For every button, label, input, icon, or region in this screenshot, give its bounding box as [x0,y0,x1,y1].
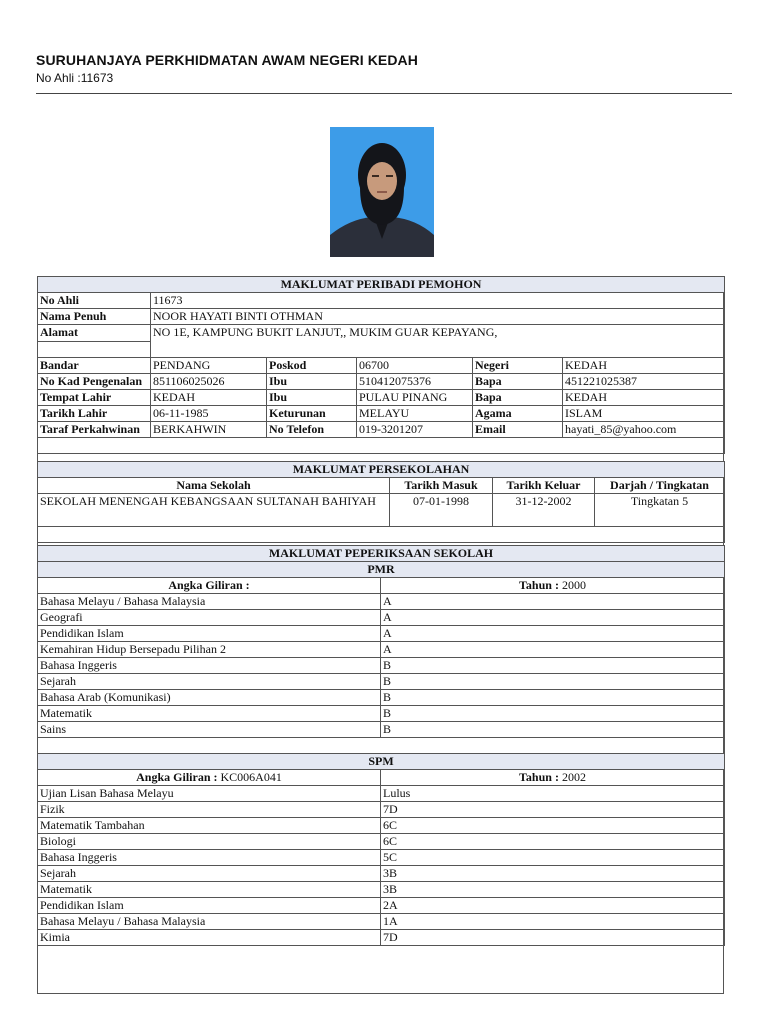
pmr-subject-row [38,610,725,626]
pmr-subject-name: Matematik [38,706,381,722]
exam-table [37,545,725,946]
pmr-subject-grade: B [381,674,725,690]
applicant-photo [330,127,434,257]
pmr-subject-row [38,674,725,690]
negeri-label: Negeri [473,358,563,374]
tarikh-lahir-label: Tarikh Lahir [38,406,151,422]
nama-label: Nama Penuh [38,309,151,325]
pmr-subject-name: Bahasa Arab (Komunikasi) [38,690,381,706]
spm-subject-grade: 3B [381,866,725,882]
spacer-row [38,527,725,543]
email-value: hayati_85@yahoo.com [563,422,725,438]
tarikh-lahir-value: 06-11-1985 [151,406,267,422]
pmr-subject-name: Sains [38,722,381,738]
no-ahli-label: No Ahli [38,293,151,309]
bapa-negeri-label: Bapa [473,390,563,406]
spm-subject-row [38,930,725,946]
spacer-row [38,438,725,454]
spm-subject-name: Sejarah [38,866,381,882]
pmr-subject-row [38,626,725,642]
bapa-kp-label: Bapa [473,374,563,390]
spm-subject-name: Kimia [38,930,381,946]
personal-info-table [37,276,725,454]
spm-subject-row [38,818,725,834]
spm-angka-giliran: Angka Giliran : KC006A041 [38,770,381,786]
pmr-subject-grade: A [381,642,725,658]
application-form [37,276,724,994]
kp-label: No Kad Pengenalan [38,374,151,390]
pmr-subject-grade: B [381,722,725,738]
poskod-label: Poskod [267,358,357,374]
school-tingkatan: Tingkatan 5 [595,494,725,527]
pmr-subject-name: Geografi [38,610,381,626]
school-header-tingkatan: Darjah / Tingkatan [595,478,725,494]
spm-subject-row [38,850,725,866]
pmr-subject-grade: B [381,706,725,722]
taraf-value: BERKAHWIN [151,422,267,438]
pmr-angka-giliran: Angka Giliran : [38,578,381,594]
spm-subject-grade: 2A [381,898,725,914]
pmr-subject-name: Bahasa Melayu / Bahasa Malaysia [38,594,381,610]
poskod-value: 06700 [357,358,473,374]
taraf-label: Taraf Perkahwinan [38,422,151,438]
bandar-value: PENDANG [151,358,267,374]
pmr-subject-name: Bahasa Inggeris [38,658,381,674]
spm-title: SPM [38,754,725,770]
email-label: Email [473,422,563,438]
document-header [36,52,732,85]
spm-subject-grade: 5C [381,850,725,866]
pmr-tahun: Tahun : 2000 [381,578,725,594]
pmr-subject-grade: B [381,690,725,706]
spm-subject-grade: 7D [381,802,725,818]
pmr-subject-grade: B [381,658,725,674]
spm-tahun: Tahun : 2002 [381,770,725,786]
tempat-lahir-label: Tempat Lahir [38,390,151,406]
spm-subject-name: Fizik [38,802,381,818]
personal-section-title: MAKLUMAT PERIBADI PEMOHON [38,277,725,293]
ibu-kp-value: 510412075376 [357,374,473,390]
negeri-value: KEDAH [563,358,725,374]
school-header-name: Nama Sekolah [38,478,390,494]
spm-subject-row [38,882,725,898]
agama-value: ISLAM [563,406,725,422]
member-number: No Ahli :11673 [36,71,114,85]
ibu-kp-label: Ibu [267,374,357,390]
school-keluar: 31-12-2002 [493,494,595,527]
spm-subject-grade: 1A [381,914,725,930]
keturunan-value: MELAYU [357,406,473,422]
spm-subject-name: Bahasa Inggeris [38,850,381,866]
pmr-subject-row [38,642,725,658]
agama-label: Agama [473,406,563,422]
tempat-lahir-value: KEDAH [151,390,267,406]
spm-subject-list [38,786,725,946]
exam-section-title: MAKLUMAT PEPERIKSAAN SEKOLAH [38,546,725,562]
kp-value: 851106025026 [151,374,267,390]
ibu-negeri-value: PULAU PINANG [357,390,473,406]
pmr-subject-name: Pendidikan Islam [38,626,381,642]
pmr-subject-row [38,706,725,722]
telefon-label: No Telefon [267,422,357,438]
spm-subject-grade: 6C [381,834,725,850]
no-ahli-value: 11673 [151,293,725,309]
spm-subject-name: Ujian Lisan Bahasa Melayu [38,786,381,802]
school-masuk: 07-01-1998 [390,494,493,527]
bapa-kp-value: 451221025387 [563,374,725,390]
spm-subject-grade: 6C [381,818,725,834]
spm-subject-grade: 3B [381,882,725,898]
spm-subject-name: Biologi [38,834,381,850]
pmr-subject-row [38,594,725,610]
keturunan-label: Keturunan [267,406,357,422]
spm-subject-row [38,834,725,850]
organization-title: SURUHANJAYA PERKHIDMATAN AWAM NEGERI KEDAH [36,52,418,68]
alamat-label: Alamat [38,325,151,342]
school-section-title: MAKLUMAT PERSEKOLAHAN [38,462,725,478]
spacer-row [38,738,725,754]
pmr-subject-name: Sejarah [38,674,381,690]
pmr-subject-name: Kemahiran Hidup Bersepadu Pilihan 2 [38,642,381,658]
spm-subject-grade: 7D [381,930,725,946]
header-divider [36,93,732,94]
telefon-value: 019-3201207 [357,422,473,438]
pmr-subject-row [38,722,725,738]
school-table [37,461,725,543]
school-header-keluar: Tarikh Keluar [493,478,595,494]
spm-subject-row [38,786,725,802]
pmr-subject-grade: A [381,610,725,626]
bandar-label: Bandar [38,358,151,374]
spm-subject-name: Matematik Tambahan [38,818,381,834]
spm-subject-name: Matematik [38,882,381,898]
ibu-negeri-label: Ibu [267,390,357,406]
pmr-subject-row [38,658,725,674]
school-header-masuk: Tarikh Masuk [390,478,493,494]
school-name: SEKOLAH MENENGAH KEBANGSAAN SULTANAH BAHIYAH [38,494,390,527]
alamat-value: NO 1E, KAMPUNG BUKIT LANJUT,, MUKIM GUAR KEPAYANG, [151,325,725,358]
pmr-subject-grade: A [381,594,725,610]
alamat-label-spacer [38,341,151,358]
spm-subject-row [38,914,725,930]
spm-subject-name: Pendidikan Islam [38,898,381,914]
spm-subject-grade: Lulus [381,786,725,802]
pmr-subject-row [38,690,725,706]
spm-subject-row [38,866,725,882]
pmr-subject-grade: A [381,626,725,642]
nama-value: NOOR HAYATI BINTI OTHMAN [151,309,725,325]
pmr-subject-list [38,594,725,738]
bapa-negeri-value: KEDAH [563,390,725,406]
spm-subject-row [38,898,725,914]
spm-subject-row [38,802,725,818]
pmr-title: PMR [38,562,725,578]
spm-subject-name: Bahasa Melayu / Bahasa Malaysia [38,914,381,930]
